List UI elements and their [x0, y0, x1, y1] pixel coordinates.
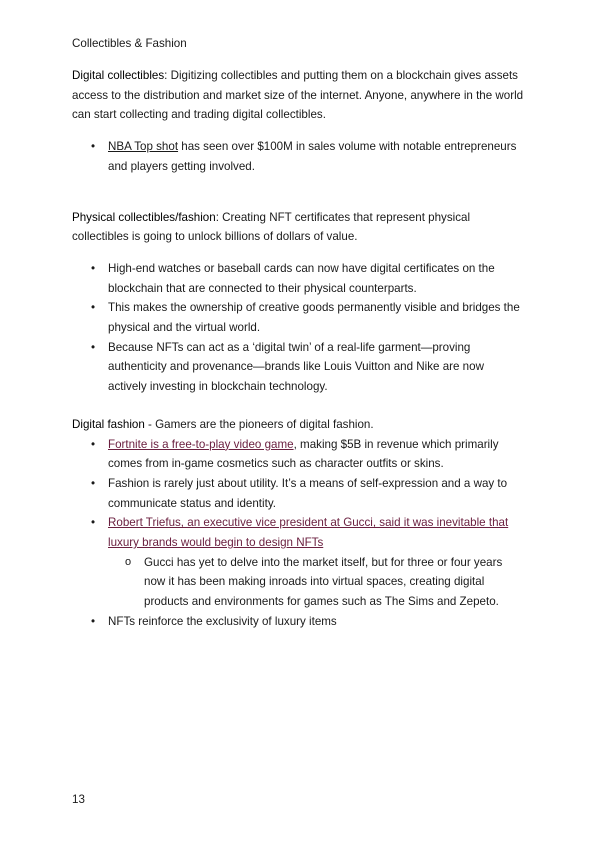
- physical-collectibles-term: Physical collectibles/fashion: [72, 210, 216, 224]
- list-item: [72, 137, 524, 176]
- digital-fashion-term: Digital fashion: [72, 417, 145, 431]
- digital-collectibles-list: [72, 137, 524, 176]
- digital-collectibles-text: : Digitizing collectibles and putting them on a blockchain gives assets access to the distribution and market size of the internet. Anyone, anywhere in the world can start collecting and trading digital collectibles.: [72, 69, 524, 122]
- list-item: • Because NFTs can act as a ‘digital twin’ of a real-life garment—proving authenticity and provenance—brands like Louis Vuitton and Nike are now actively investing in blockchain technology.: [72, 338, 524, 397]
- nba-top-shot-link[interactable]: NBA Top shot: [108, 140, 179, 154]
- sub-list-item: o Gucci has yet to delve into the market itself, but for three or four years now it has been making inroads into virtual spaces, creating digital products and environments for games such as The Sims and Zepeto.: [72, 553, 524, 612]
- list-item: • Fashion is rarely just about utility. It’s a means of self-expression and a way to communicate status and identity.: [72, 474, 524, 513]
- fortnite-link[interactable]: Fortnite is a free-to-play video game: [108, 437, 294, 451]
- digital-fashion-text: - Gamers are the pioneers of digital fashion.: [144, 417, 374, 431]
- digital-fashion-paragraph: [72, 415, 524, 435]
- page-number: 13: [72, 793, 85, 806]
- physical-collectibles-list: [72, 259, 524, 397]
- digital-collectibles-paragraph: [72, 66, 524, 125]
- digital-fashion-list: [72, 435, 524, 632]
- gucci-nfts-link[interactable]: Robert Triefus, an executive vice president at Gucci, said it was inevitable that luxury brands would begin to design NFTs: [108, 516, 509, 550]
- list-item-text: has seen over $100M in sales volume with notable entrepreneurs and players getting involved.: [108, 140, 517, 173]
- list-item: • NFTs reinforce the exclusivity of luxury items: [72, 612, 524, 632]
- list-item: • This makes the ownership of creative goods permanently visible and bridges the physical and the virtual world.: [72, 298, 524, 337]
- list-item: [72, 513, 524, 552]
- list-item: [72, 435, 524, 474]
- section-heading: Collectibles & Fashion: [72, 37, 187, 50]
- list-item-text: , making $5B in revenue which primarily comes from in-game cosmetics such as character outfits or skins.: [108, 437, 499, 471]
- document-page: [72, 34, 524, 632]
- physical-collectibles-paragraph: [72, 208, 524, 247]
- list-item: • High-end watches or baseball cards can now have digital certificates on the blockchain that are connected to their physical counterparts.: [72, 259, 524, 298]
- physical-collectibles-text: : Creating NFT certificates that represent physical collectibles is going to unlock billions of dollars of value.: [72, 210, 471, 244]
- digital-collectibles-term: Digital collectibles: [72, 69, 165, 82]
